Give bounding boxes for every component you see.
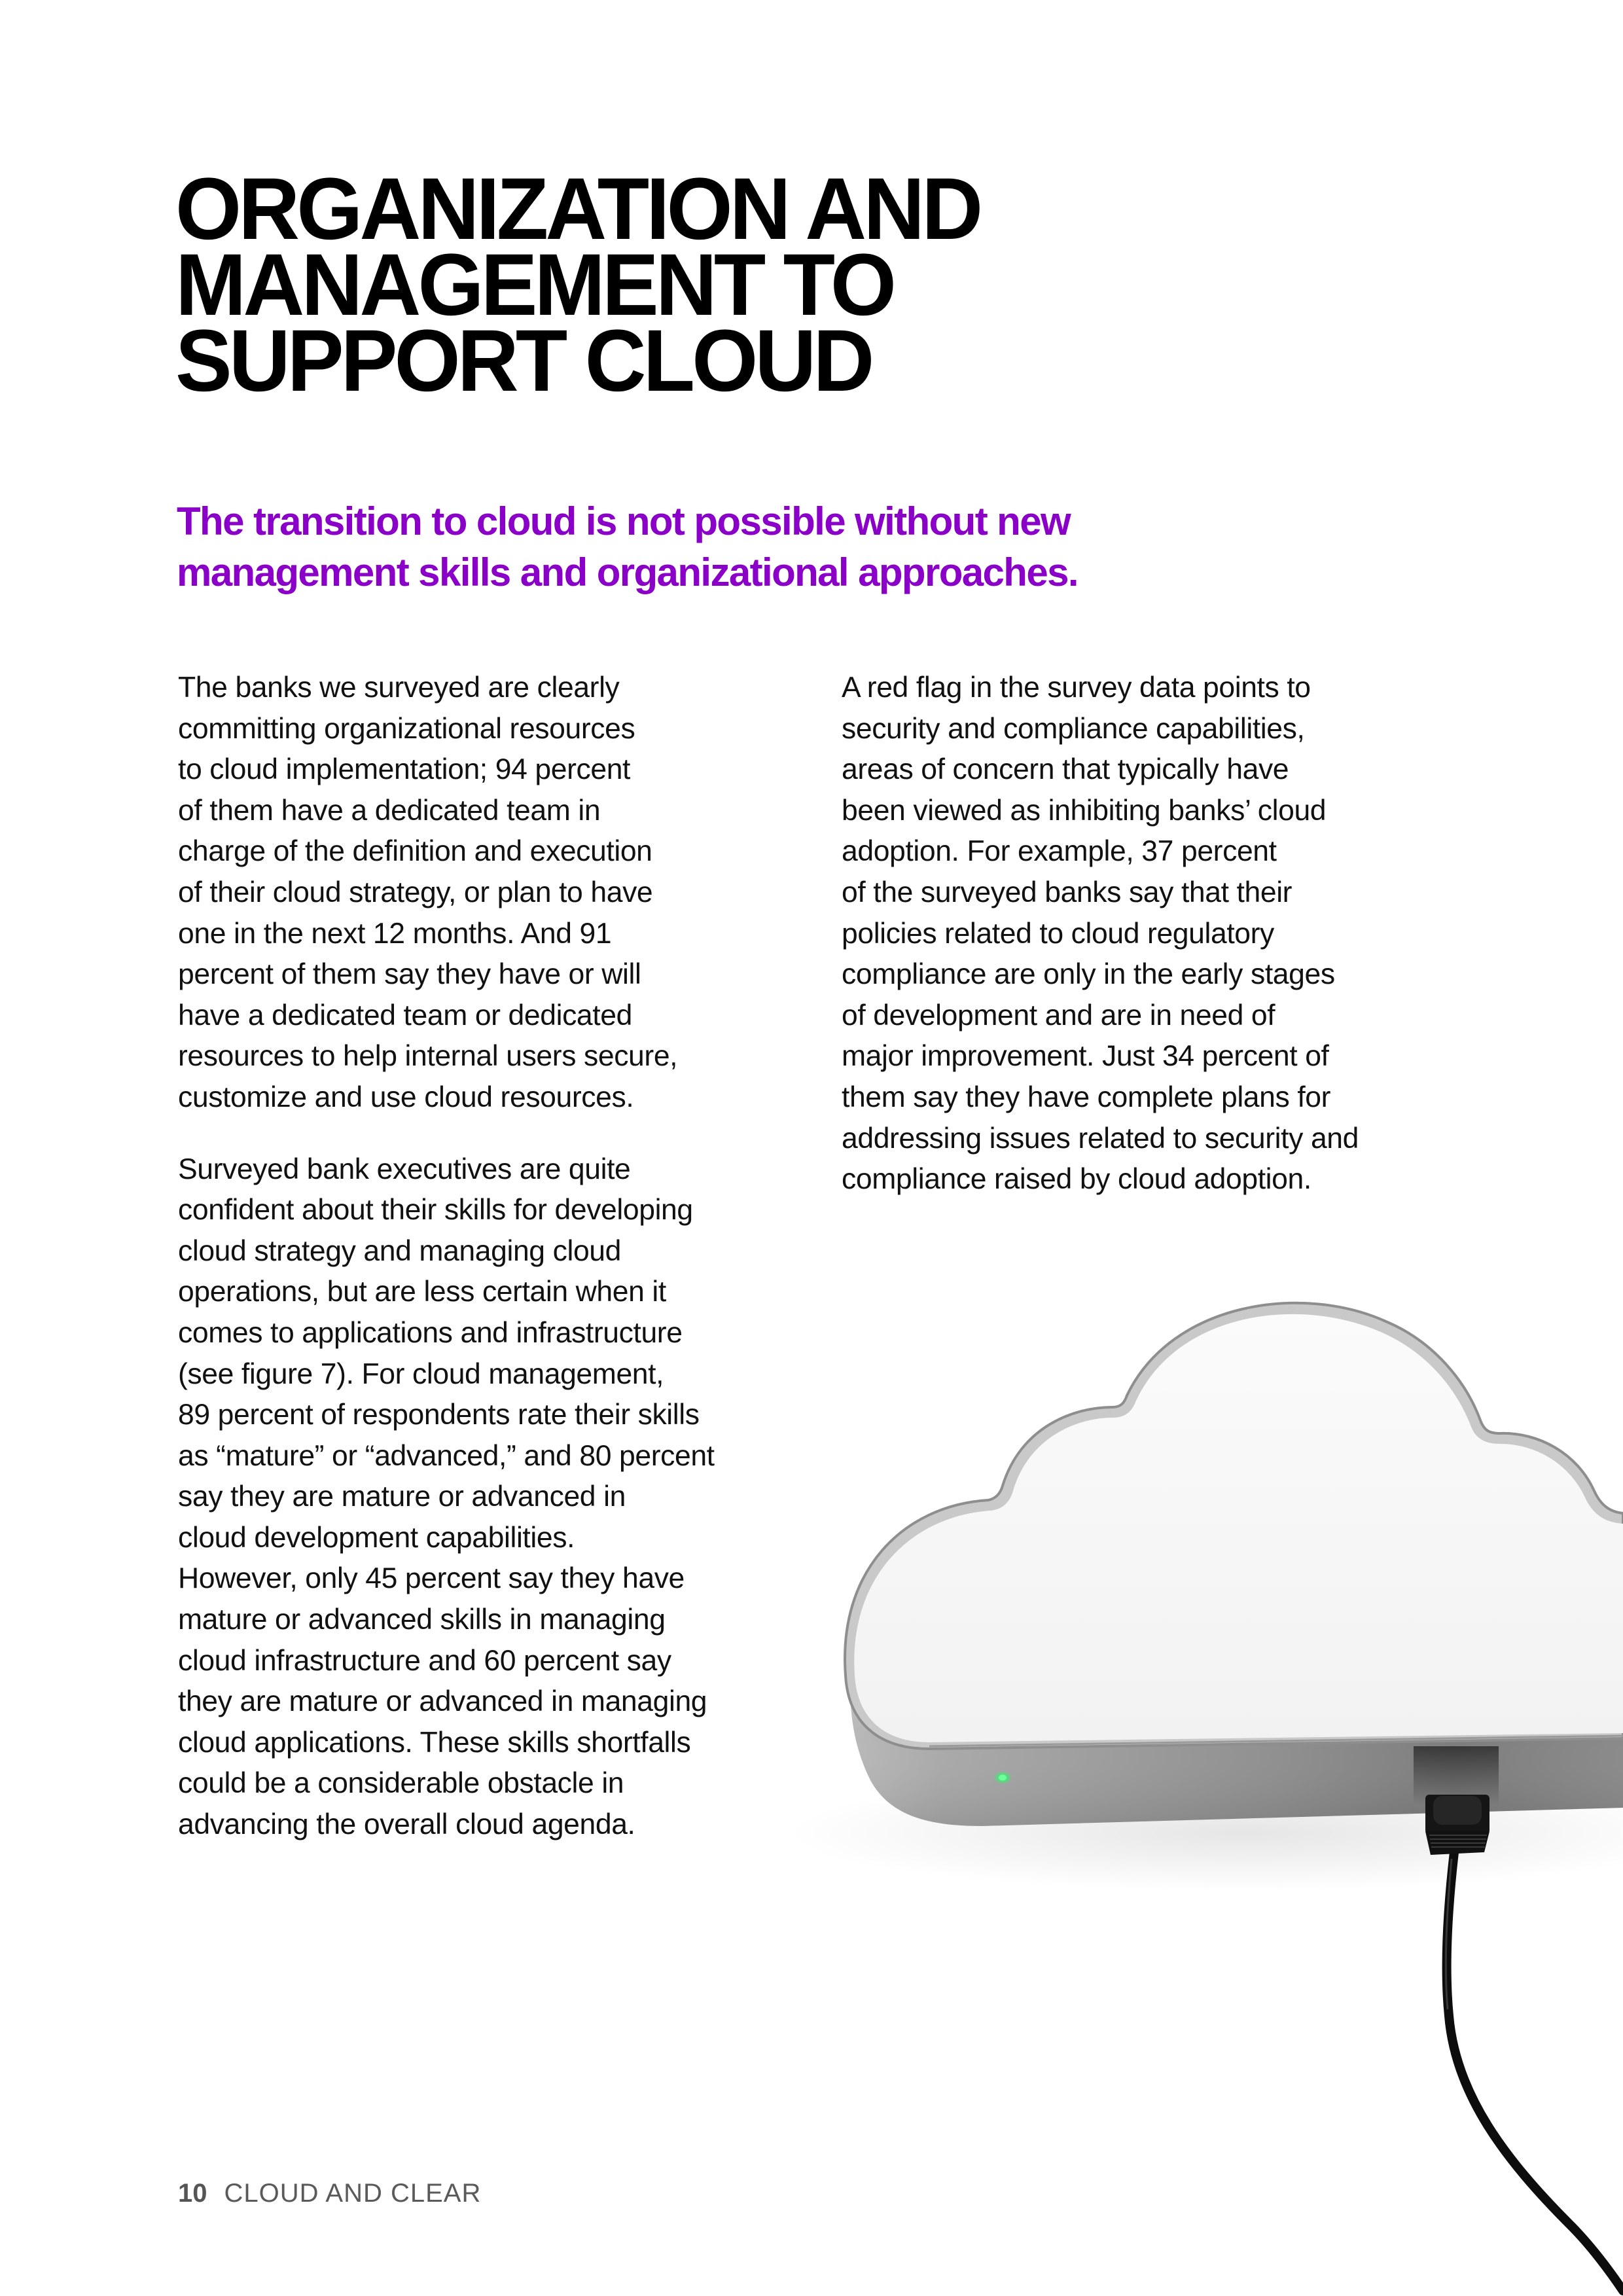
body-paragraph (842, 668, 1359, 1200)
page-number: 10 (178, 2179, 207, 2208)
text-line: have a dedicated team or dedicated (178, 999, 632, 1031)
text-line: mature or advanced skills in managing (178, 1604, 666, 1636)
text-line: The banks we surveyed are clearly (178, 672, 620, 704)
device-top-rim (845, 1303, 1623, 1749)
text-line: (see figure 7). For cloud management, (178, 1357, 664, 1390)
text-line: operations, but are less certain when it (178, 1276, 666, 1308)
text-line: security and compliance capabilities, (842, 712, 1305, 745)
text-line: they are mature or advanced in managing (178, 1685, 707, 1718)
text-line: However, only 45 percent say they have (178, 1562, 685, 1595)
text-line: advancing the overall cloud agenda. (178, 1808, 635, 1841)
page-title (175, 160, 980, 410)
text-line: percent of them say they have or will (178, 958, 641, 991)
publication-title: CLOUD AND CLEAR (224, 2179, 482, 2208)
text-line: one in the next 12 months. And 91 (178, 917, 612, 950)
text-line: comes to applications and infrastructure (178, 1316, 683, 1349)
text-line: 89 percent of respondents rate their skills (178, 1399, 700, 1431)
subtitle-line: The transition to cloud is not possible without new (177, 499, 1071, 543)
text-line: of the surveyed banks say that their (842, 876, 1293, 908)
text-line: as “mature” or “advanced,” and 80 percent (178, 1439, 715, 1472)
text-line: resources to help internal users secure, (178, 1040, 678, 1073)
text-line: them say they have complete plans for (842, 1081, 1331, 1113)
text-line: areas of concern that typically have (842, 753, 1289, 786)
led-indicator (993, 1771, 1012, 1784)
text-line: major improvement. Just 34 percent of (842, 1040, 1329, 1073)
text-line: compliance are only in the early stages (842, 958, 1335, 991)
text-line: to cloud implementation; 94 percent (178, 753, 631, 786)
text-line: A red flag in the survey data points to (842, 672, 1311, 704)
subtitle-line: management skills and organizational approaches. (177, 550, 1078, 594)
text-line: cloud applications. These skills shortfalls (178, 1726, 691, 1759)
title-line: SUPPORT CLOUD (175, 312, 872, 410)
network-cable (1447, 1852, 1623, 2291)
text-line: could be a considerable obstacle in (178, 1767, 624, 1800)
text-line: cloud infrastructure and 60 percent say (178, 1644, 671, 1677)
text-line: charge of the definition and execution (178, 835, 652, 868)
title-line: ORGANIZATION AND (175, 160, 980, 258)
title-line: MANAGEMENT TO (175, 236, 894, 334)
text-line: say they are mature or advanced in (178, 1480, 626, 1513)
network-plug (1425, 1795, 1489, 1855)
text-line: been viewed as inhibiting banks’ cloud (842, 794, 1327, 827)
device-base (850, 1649, 1623, 1826)
text-line: Surveyed bank executives are quite (178, 1153, 631, 1185)
text-line: cloud development capabilities. (178, 1521, 575, 1554)
page-subtitle (177, 496, 1078, 598)
text-line: policies related to cloud regulatory (842, 917, 1274, 950)
left-column (178, 668, 715, 1846)
text-line: committing organizational resources (178, 712, 635, 745)
text-line: of their cloud strategy, or plan to have (178, 876, 653, 908)
page-footer (178, 2178, 481, 2209)
device-shadow (785, 1774, 1623, 1892)
text-line: of them have a dedicated team in (178, 794, 601, 827)
device-top-surface (854, 1314, 1623, 1742)
text-line: adoption. For example, 37 percent (842, 835, 1277, 868)
text-line: customize and use cloud resources. (178, 1081, 634, 1113)
text-line: cloud strategy and managing cloud (178, 1234, 622, 1267)
text-line: of development and are in need of (842, 999, 1275, 1031)
text-line: addressing issues related to security and (842, 1122, 1359, 1155)
text-line: compliance raised by cloud adoption. (842, 1163, 1311, 1196)
text-line: confident about their skills for developing (178, 1194, 693, 1227)
right-column (842, 668, 1359, 1200)
body-paragraph (178, 668, 715, 1119)
body-paragraph (178, 1149, 715, 1846)
